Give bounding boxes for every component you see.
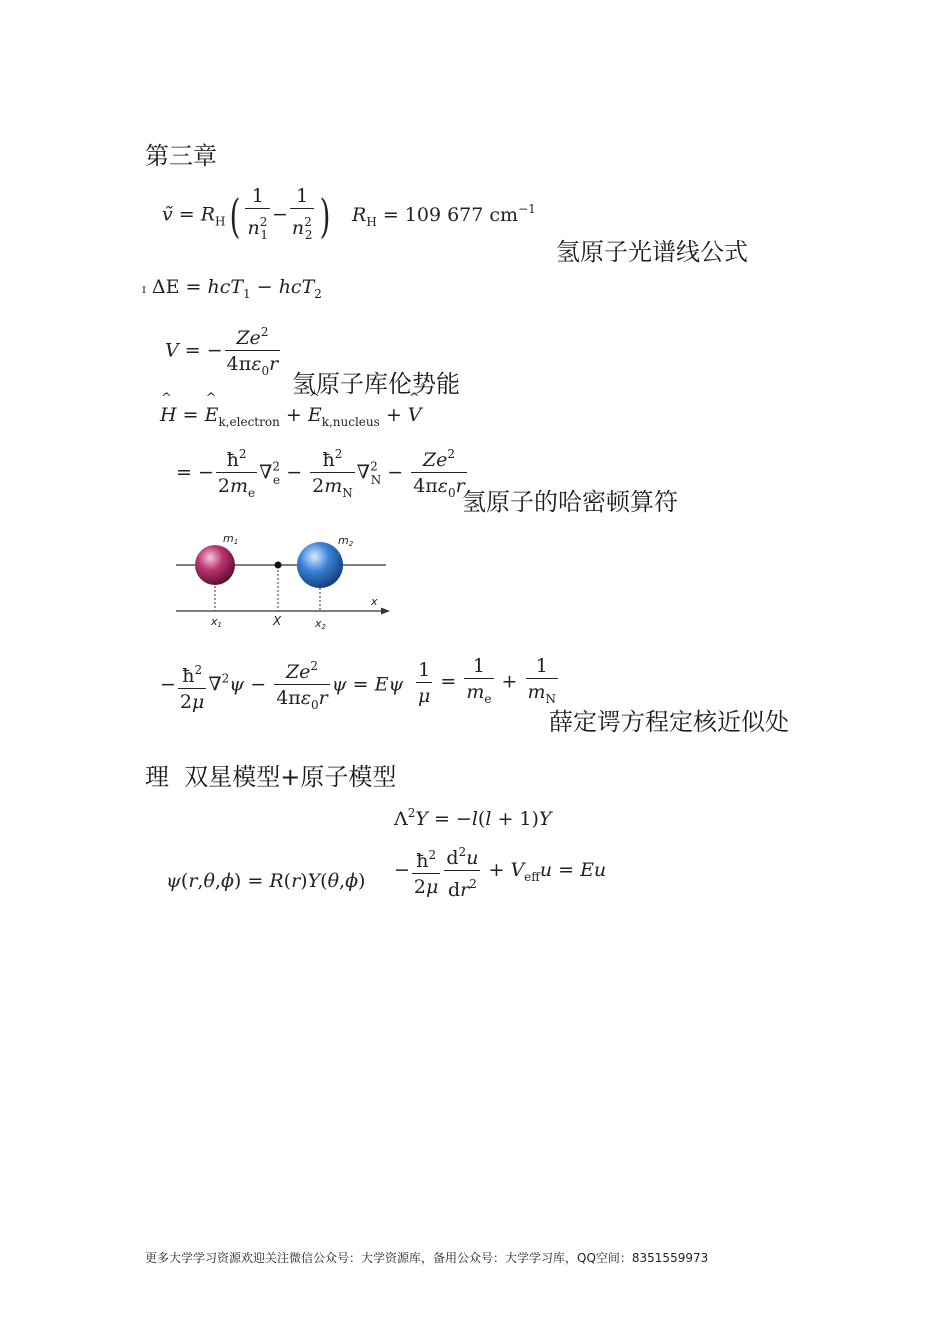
mass2-sphere bbox=[297, 542, 343, 588]
center-of-mass-dot bbox=[275, 562, 282, 569]
wavefunction-separation: ψ(r,θ,ϕ) = R(r)Y(θ,ϕ) bbox=[166, 870, 366, 892]
schrodinger-equation: − $\frac{ħ^2}{2\mu}$ ∇$^2$ψ − $\frac{Ze^2}{4\pi\varepsilon_0r}$ ψ = Eψ bbox=[160, 656, 403, 715]
center-label: X bbox=[273, 614, 282, 628]
label-spectrum-formula: 氢原子光谱线公式 bbox=[556, 238, 748, 266]
mass1-sphere bbox=[195, 545, 235, 585]
x2-label: x2 bbox=[315, 617, 326, 631]
hamiltonian-line2: = − $\frac{ħ^2}{2m_e}$ ∇$^2_e$ − $\frac{ħ^2}{2m_N}$ ∇$^2_N$ − $\frac{Ze^2}{4\pi\varepsilon_0r}$ bbox=[176, 444, 469, 503]
label-hamiltonian: 氢原子的哈密顿算符 bbox=[462, 488, 678, 516]
label-coulomb-potential: 氢原子库伦势能 bbox=[292, 370, 460, 398]
radial-equation: − $\frac{ħ^2}{2\mu}$ $\frac{d^2u}{dr^2}$ + $V_{eff}u = Eu$ bbox=[394, 842, 606, 900]
rydberg-constant: $R_H = 109$ 677 $cm^{-1}$ bbox=[352, 202, 536, 229]
x-axis-arrow bbox=[381, 608, 390, 615]
reduced-mass-equation: $\frac{1}{\mu}$ = $\frac{1}{m_e}$ + $\frac{1}{m_N}$ bbox=[418, 655, 557, 707]
rydberg-formula: ṽ = $R_H$( $\frac{1}{n^2_1}$ − $\frac{1}{n^2_2}$ ) bbox=[162, 185, 331, 243]
footer-note: 更多大学学习资源欢迎关注微信公众号：大学资源库，备用公众号：大学学习库，QQ空间：8351559973 bbox=[145, 1251, 709, 1265]
mass2-label: m2 bbox=[338, 534, 354, 548]
mass1-label: m1 bbox=[223, 532, 239, 546]
axis-label: x bbox=[371, 595, 378, 608]
label-schrodinger-line2: 理 双星模型+原子模型 bbox=[145, 763, 397, 791]
rydberg-value: 109 677 cm bbox=[404, 204, 519, 226]
x1-label: x1 bbox=[211, 615, 222, 629]
hamiltonian-line1: ^ H = ^ $E_{k,electron}$ + ^ $E_{k,nucleus}$ + ^ V bbox=[160, 404, 422, 429]
coulomb-potential-equation: V = − $\frac{Ze^2}{4\pi\varepsilon_0r}$ bbox=[165, 322, 282, 381]
label-schrodinger-line1: 薛定谔方程定核近似处 bbox=[549, 708, 789, 736]
chapter-heading: 第三章 bbox=[145, 142, 217, 170]
two-body-diagram bbox=[170, 528, 400, 636]
energy-difference-equation: ɪ ΔE = hcT$_1$ − hcT$_2$ bbox=[142, 276, 322, 301]
angular-equation: $\Lambda^2Y = -l(l + 1)Y$ bbox=[394, 806, 552, 830]
